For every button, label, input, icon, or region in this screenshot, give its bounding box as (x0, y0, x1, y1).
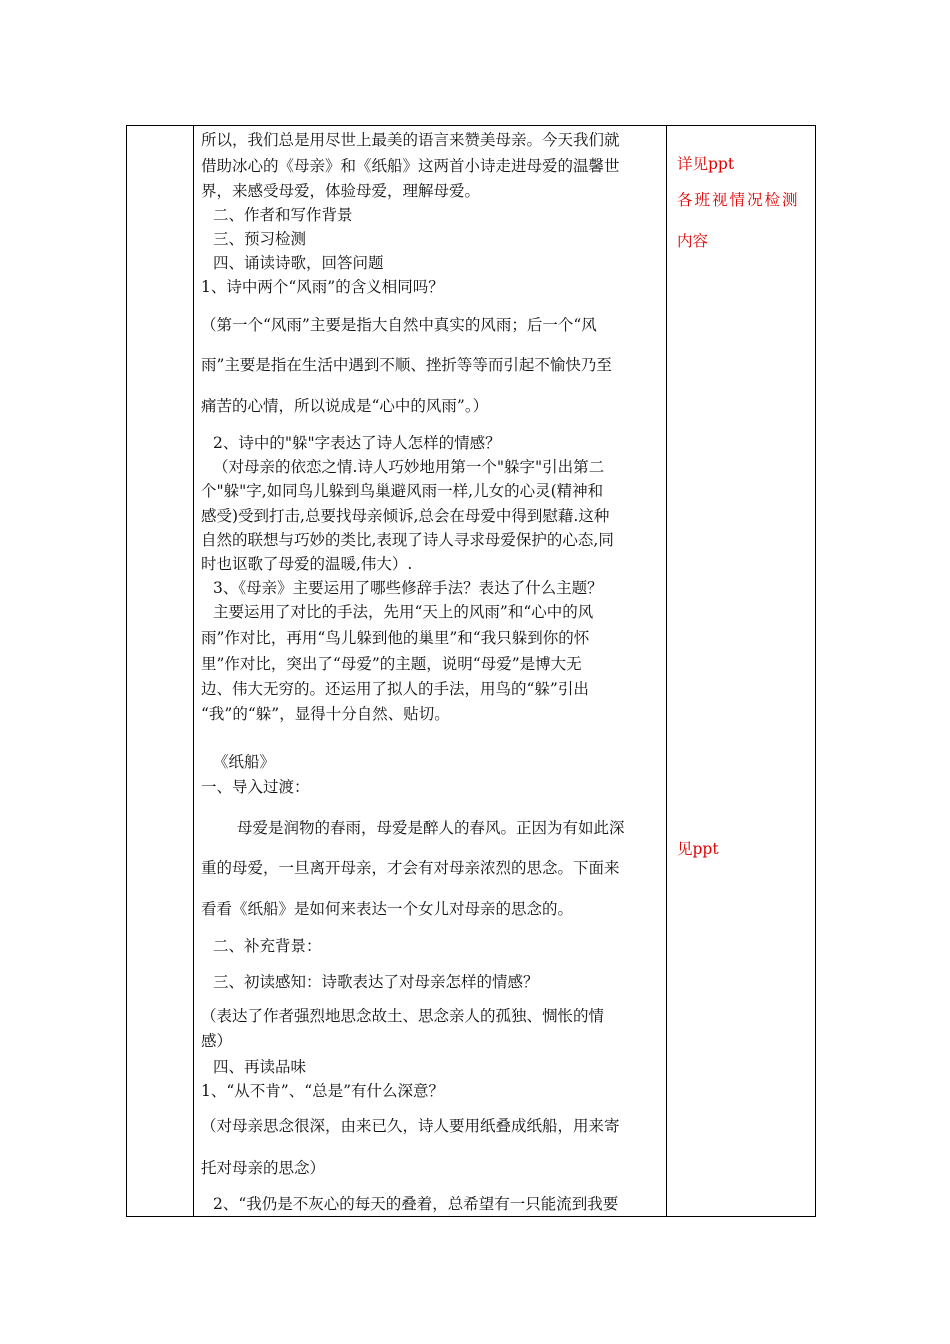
section-heading: 二、补充背景： (213, 937, 322, 955)
note-see-ppt: 详见ppt (677, 155, 735, 173)
answer-line: “我”的“躲”，显得十分自然、贴切。 (201, 705, 450, 723)
section-heading: 一、导入过渡： (201, 778, 310, 796)
answer-line: 时也讴歌了母爱的温暖,伟大）. (201, 555, 413, 573)
column-divider-right (666, 126, 667, 1216)
question-line: 2、“我仍是不灰心的每天的叠着，总希望有一只能流到我要 (213, 1195, 619, 1213)
question-line: 3、《母亲》主要运用了哪些修辞手法？表达了什么主题？ (213, 579, 603, 597)
note-check: 各班视情况检测 (677, 191, 800, 209)
question-line: 1、诗中两个“风雨”的含义相同吗？ (201, 278, 444, 296)
question-line: 1、“从不肯”、“总是”有什么深意？ (201, 1082, 445, 1100)
answer-line: 边、伟大无穷的。还运用了拟人的手法，用鸟的“躲”引出 (201, 680, 589, 698)
section-heading: 三、预习检测 (213, 230, 307, 248)
section-heading: 四、再读品味 (213, 1058, 307, 1076)
answer-line: 雨”作对比，再用“鸟儿躲到他的巢里”和“我只躲到你的怀 (201, 629, 590, 647)
section-heading: 二、作者和写作背景 (213, 206, 353, 224)
note-see-ppt-2: 见ppt (677, 840, 719, 858)
text-line: 借助冰心的《母亲》和《纸船》这两首小诗走进母爱的温馨世 (201, 157, 620, 175)
answer-line: 感） (201, 1032, 233, 1050)
text-line: 界，来感受母爱，体验母爱，理解母爱。 (201, 182, 481, 200)
paragraph-line: 母爱是润物的春雨，母爱是醉人的春风。正因为有如此深 (237, 819, 625, 837)
answer-line: 里”作对比，突出了“母爱”的主题，说明“母爱”是博大无 (201, 655, 582, 673)
answer-line: 托对母亲的思念） (201, 1159, 326, 1177)
answer-line: 主要运用了对比的手法，先用“天上的风雨”和“心中的风 (213, 603, 594, 621)
lesson-table (126, 125, 816, 1217)
section-heading: 四、诵读诗歌，回答问题 (213, 254, 384, 272)
column-divider-left (193, 126, 194, 1216)
answer-line: 自然的联想与巧妙的类比,表现了诗人寻求母爱保护的心态,同 (201, 531, 614, 549)
answer-line: （表达了作者强烈地思念故土、思念亲人的孤独、惆怅的情 (201, 1007, 605, 1025)
question-line: 2、诗中的"躲"字表达了诗人怎样的情感？ (213, 434, 501, 452)
section-heading: 三、初读感知：诗歌表达了对母亲怎样的情感？ (213, 973, 539, 991)
answer-line: （对母亲思念很深，由来已久，诗人要用纸叠成纸船，用来寄 (201, 1117, 620, 1135)
answer-line: （第一个“风雨”主要是指大自然中真实的风雨；后一个“风 (201, 316, 597, 334)
answer-line: （对母亲的依恋之情.诗人巧妙地用第一个"躲字"引出第二 (213, 458, 605, 476)
poem-title: 《纸船》 (213, 753, 276, 771)
answer-line: 雨”主要是指在生活中遇到不顺、挫折等等而引起不愉快乃至 (201, 356, 612, 374)
paragraph-line: 看看《纸船》是如何来表达一个女儿对母亲的思念的。 (201, 900, 574, 918)
note-content: 内容 (677, 232, 709, 250)
answer-line: 痛苦的心情，所以说成是“心中的风雨”。） (201, 397, 489, 415)
answer-line: 个"躲"字,如同鸟儿躲到鸟巢避风雨一样,儿女的心灵(精神和 (201, 482, 604, 500)
paragraph-line: 重的母爱，一旦离开母亲，才会有对母亲浓烈的思念。下面来 (201, 859, 620, 877)
answer-line: 感受)受到打击,总要找母亲倾诉,总会在母爱中得到慰藉.这种 (201, 507, 610, 525)
text-line: 所以，我们总是用尽世上最美的语言来赞美母亲。今天我们就 (201, 131, 620, 149)
